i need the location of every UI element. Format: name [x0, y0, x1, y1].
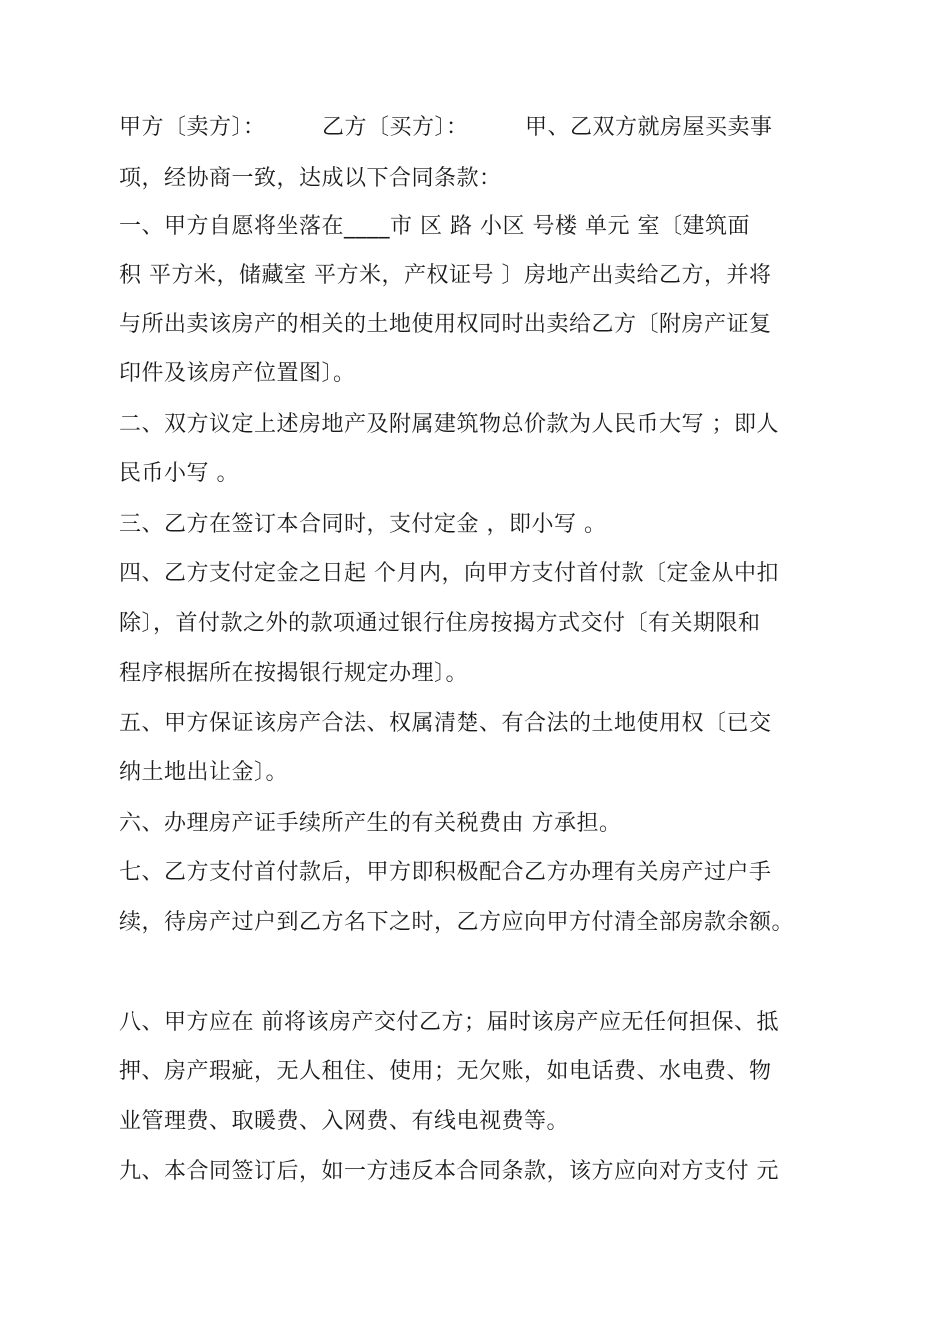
text-line: 项，经协商一致，达成以下合同条款： [119, 166, 502, 191]
text-line: 与所出卖该房产的相关的土地使用权同时出卖给乙方〔附房产证复 [119, 312, 772, 337]
text-line: 三、乙方在签订本合同时，支付定金 ，即小写 。 [119, 512, 607, 537]
text-line: 七、乙方支付首付款后，甲方即积极配合乙方办理有关房产过户手 [119, 860, 772, 885]
text-line: 业管理费、取暖费、入网费、有线电视费等。 [119, 1109, 570, 1134]
text-line: 押、房产瑕疵，无人租住、使用；无欠账，如电话费、水电费、物 [119, 1059, 772, 1084]
text-line: 积 平方米，储藏室 平方米，产权证号 〕房地产出卖给乙方，并将 [119, 263, 772, 288]
text-line: 程序根据所在按揭银行规定办理〕。 [119, 661, 469, 686]
text-line: 续，待房产过户到乙方名下之时，乙方应向甲方付清全部房款余额。 [119, 910, 795, 935]
text-line: 甲方〔卖方〕： 乙方〔买方〕： 甲、乙双方就房屋买卖事 [119, 115, 773, 140]
text-line: 四、乙方支付定金之日起 个月内，向甲方支付首付款〔定金从中扣 [119, 561, 779, 586]
text-line: 纳土地出让金〕。 [119, 760, 289, 785]
text-line: 印件及该房产位置图〕。 [119, 361, 356, 386]
text-line: 一、甲方自愿将坐落在____市 区 路 小区 号楼 单元 室〔建筑面 [119, 214, 750, 239]
text-line: 九、本合同签订后，如一方违反本合同条款，该方应向对方支付 元 [119, 1159, 779, 1184]
text-line: 五、甲方保证该房产合法、权属清楚、有合法的土地使用权〔已交 [119, 711, 772, 736]
text-line: 二、双方议定上述房地产及附属建筑物总价款为人民币大写 ；即人 [119, 412, 779, 437]
text-line: 民币小写 。 [119, 461, 239, 486]
text-line: 八、甲方应在 前将该房产交付乙方；届时该房产应无任何担保、抵 [119, 1010, 779, 1035]
text-line: 除〕，首付款之外的款项通过银行住房按揭方式交付〔有关期限和 [119, 611, 761, 636]
text-line: 六、办理房产证手续所产生的有关税费由 方承担。 [119, 811, 622, 836]
